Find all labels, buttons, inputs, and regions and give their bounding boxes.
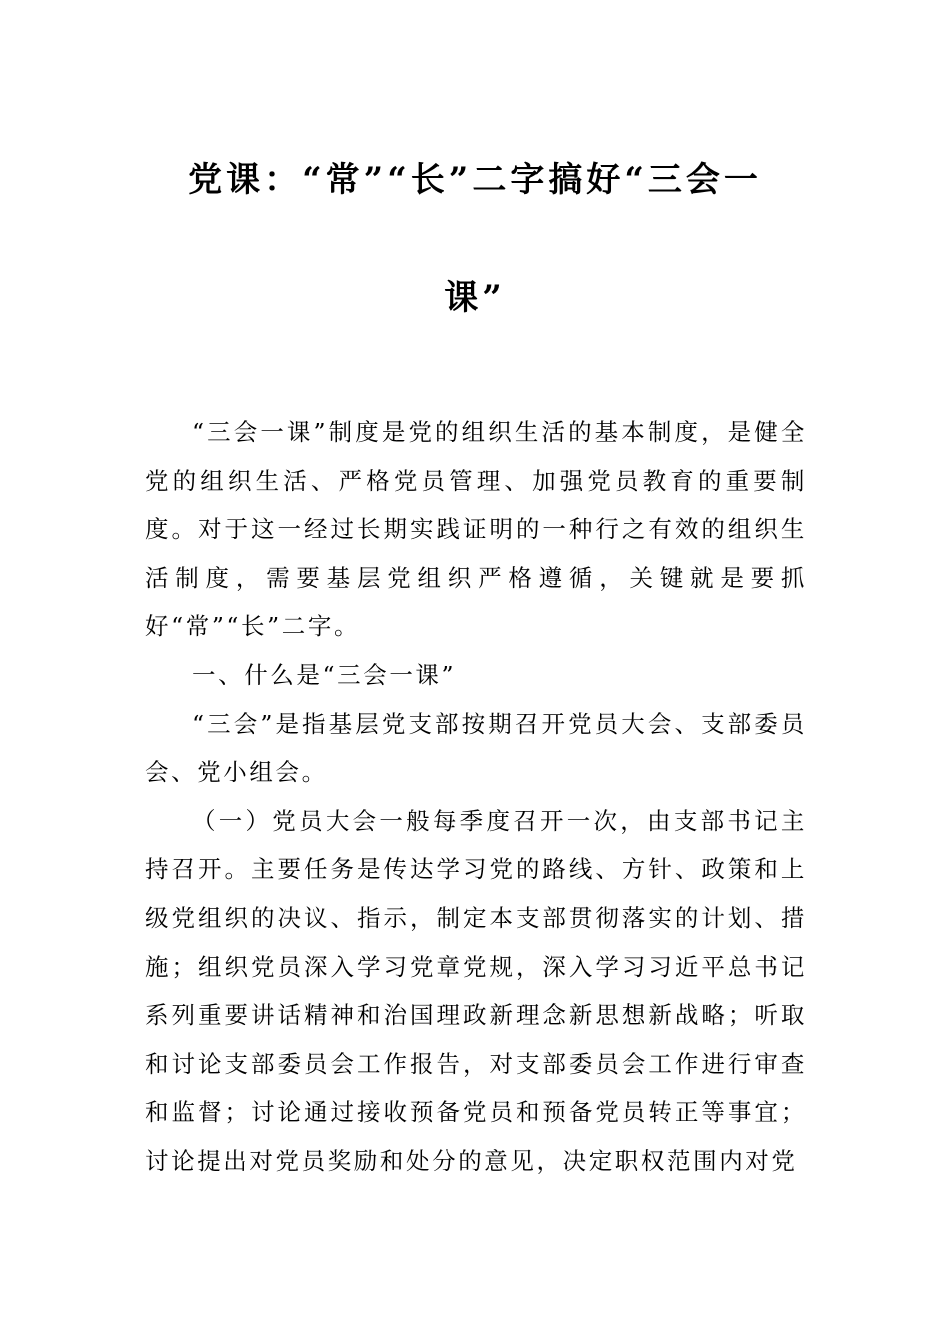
paragraph-party-congress: （一）党员大会一般每季度召开一次，由支部书记主持召开。主要任务是传达学习党的路线、方针、政策和上级党组织的决议、指示，制定本支部贯彻落实的计划、措施；组织党员深入学习党章党规，深入学习习近平总书记系列重要讲话精神和治国理政新理念新思想新战略；听取和讨论支部委员会工作报告，对支部委员会工作进行审查和监督；讨论通过接收预备党员和预备党员转正等事宜；讨论提出对党员奖励和处分的意见，决定职权范围内对党 bbox=[145, 806, 807, 1175]
section-heading-1: 一、什么是“三会一课” bbox=[192, 660, 457, 689]
document-title-line-1: 党课：“常”“长”二字搞好“三会一 bbox=[188, 160, 762, 200]
document-title-line-2: 课” bbox=[444, 278, 506, 318]
paragraph-three-meetings: “三会”是指基层党支部按期召开党员大会、支部委员会、党小组会。 bbox=[145, 709, 807, 787]
paragraph-intro: “三会一课”制度是党的组织生活的基本制度，是健全党的组织生活、严格党员管理、加强党员教育的重要制度。对于这一经过长期实践证明的一种行之有效的组织生活制度，需要基层党组织严格遵循，关键就是要抓好“常”“长”二字。 bbox=[145, 418, 807, 641]
document-body bbox=[145, 408, 807, 1186]
